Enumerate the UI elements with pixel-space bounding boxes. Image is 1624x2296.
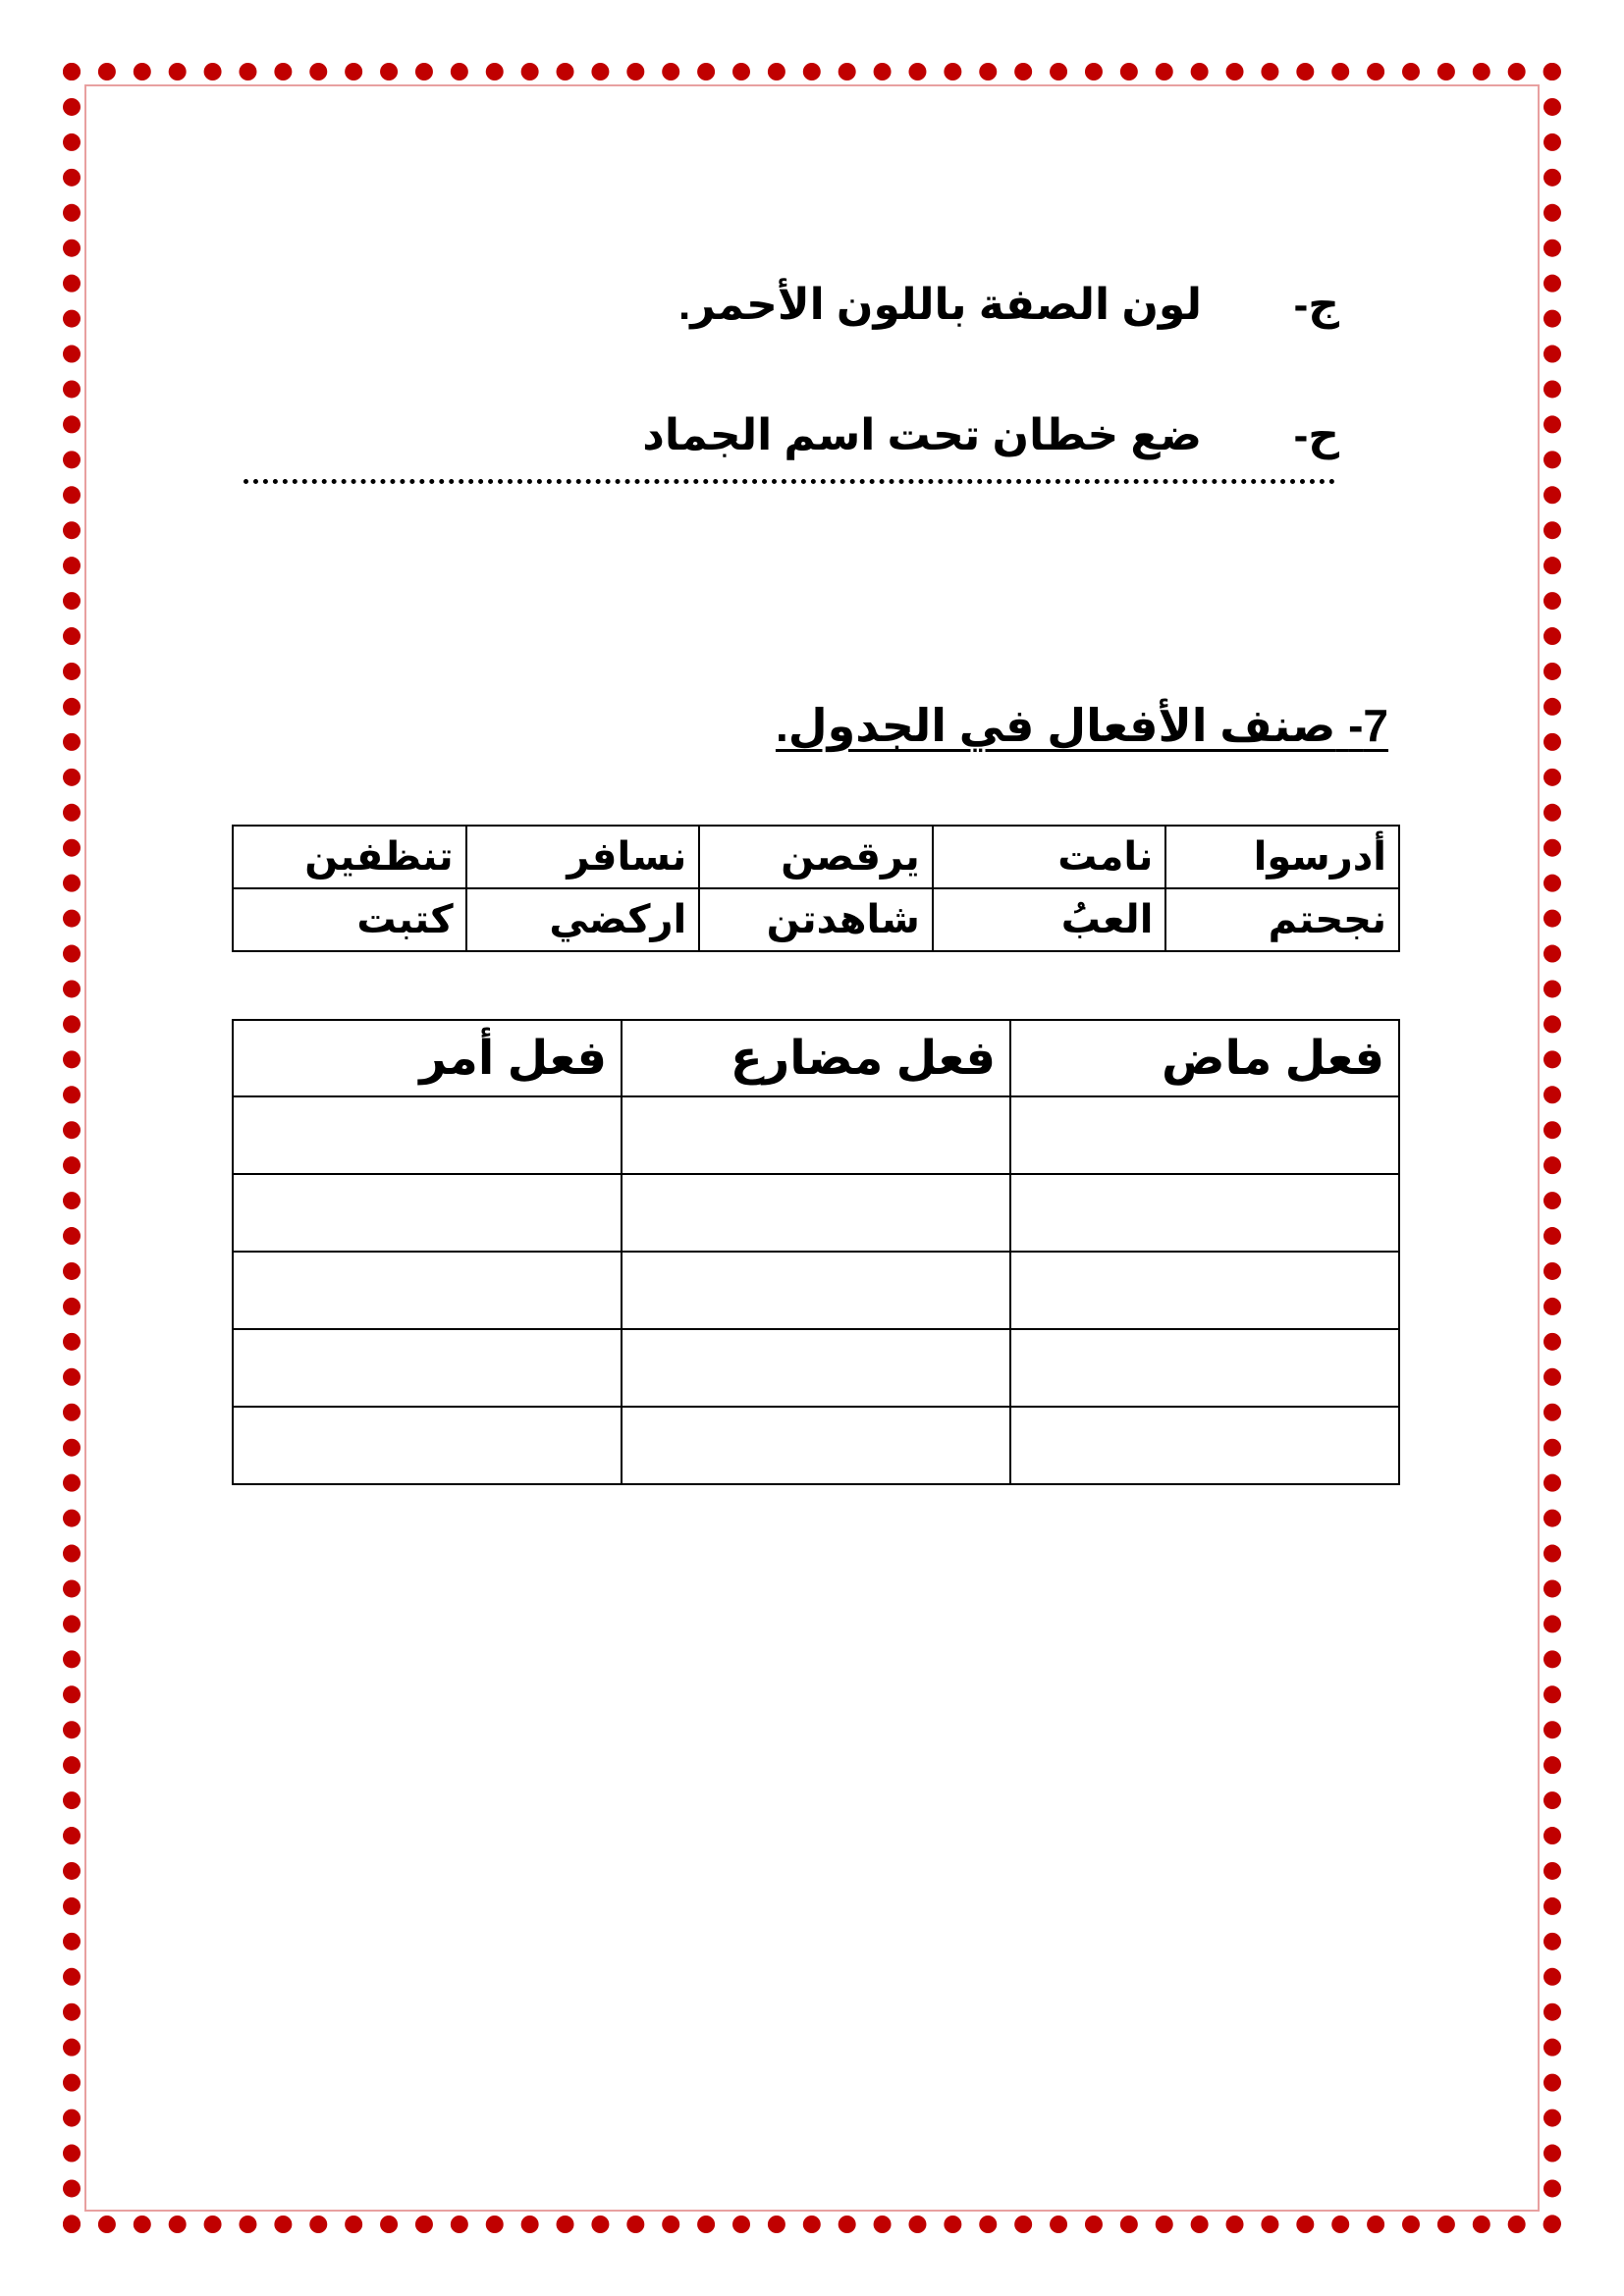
verb-cell: نسافر [466, 826, 700, 888]
answer-cell[interactable] [1010, 1407, 1399, 1484]
verb-cell: نامت [933, 826, 1166, 888]
verb-cell: شاهدتن [699, 888, 933, 951]
answer-cell[interactable] [233, 1096, 622, 1174]
question-7-title [736, 699, 1388, 752]
verbs-word-bank-table [232, 825, 1400, 952]
item-j [678, 280, 1339, 330]
item-j-letter: ج- [1293, 281, 1339, 329]
answer-row [233, 1252, 1399, 1329]
verb-cell: اركضي [466, 888, 700, 951]
answer-cell[interactable] [233, 1252, 622, 1329]
question-text: صنف الأفعال في الجدول. [775, 700, 1336, 751]
verb-cell: أدرسوا [1165, 826, 1399, 888]
answer-cell[interactable] [233, 1407, 622, 1484]
answer-row [233, 1174, 1399, 1252]
answer-cell[interactable] [622, 1174, 1010, 1252]
answer-cell[interactable] [233, 1174, 622, 1252]
question-number: 7- [1348, 700, 1388, 751]
answer-cell[interactable] [622, 1252, 1010, 1329]
item-j-text: لون الصفة باللون الأحمر. [678, 281, 1202, 329]
answer-dotted-line [244, 479, 1335, 484]
answer-cell[interactable] [622, 1407, 1010, 1484]
answer-row [233, 1096, 1399, 1174]
item-h-text: ضع خطان تحت اسم الجماد [642, 411, 1202, 459]
verbs-table-body [233, 826, 1399, 951]
answer-cell[interactable] [1010, 1096, 1399, 1174]
verb-cell: يرقصن [699, 826, 933, 888]
answer-row [233, 1407, 1399, 1484]
classification-table-body [233, 1096, 1399, 1484]
answer-cell[interactable] [1010, 1252, 1399, 1329]
verb-cell: نجحتم [1165, 888, 1399, 951]
answer-cell[interactable] [1010, 1174, 1399, 1252]
answer-cell[interactable] [622, 1096, 1010, 1174]
verbs-row [233, 888, 1399, 951]
classification-header-row [233, 1020, 1399, 1096]
classification-table [232, 1019, 1400, 1485]
verbs-row [233, 826, 1399, 888]
verb-cell: كتبت [233, 888, 466, 951]
item-h-letter: ح- [1293, 411, 1339, 459]
header-imperative-verb: فعل أمر [233, 1020, 622, 1096]
verb-cell: تنظفين [233, 826, 466, 888]
verb-cell: العبُ [933, 888, 1166, 951]
item-h [642, 410, 1339, 460]
answer-cell[interactable] [1010, 1329, 1399, 1407]
answer-cell[interactable] [233, 1329, 622, 1407]
header-past-verb: فعل ماض [1010, 1020, 1399, 1096]
answer-cell[interactable] [622, 1329, 1010, 1407]
header-present-verb: فعل مضارع [622, 1020, 1010, 1096]
answer-row [233, 1329, 1399, 1407]
